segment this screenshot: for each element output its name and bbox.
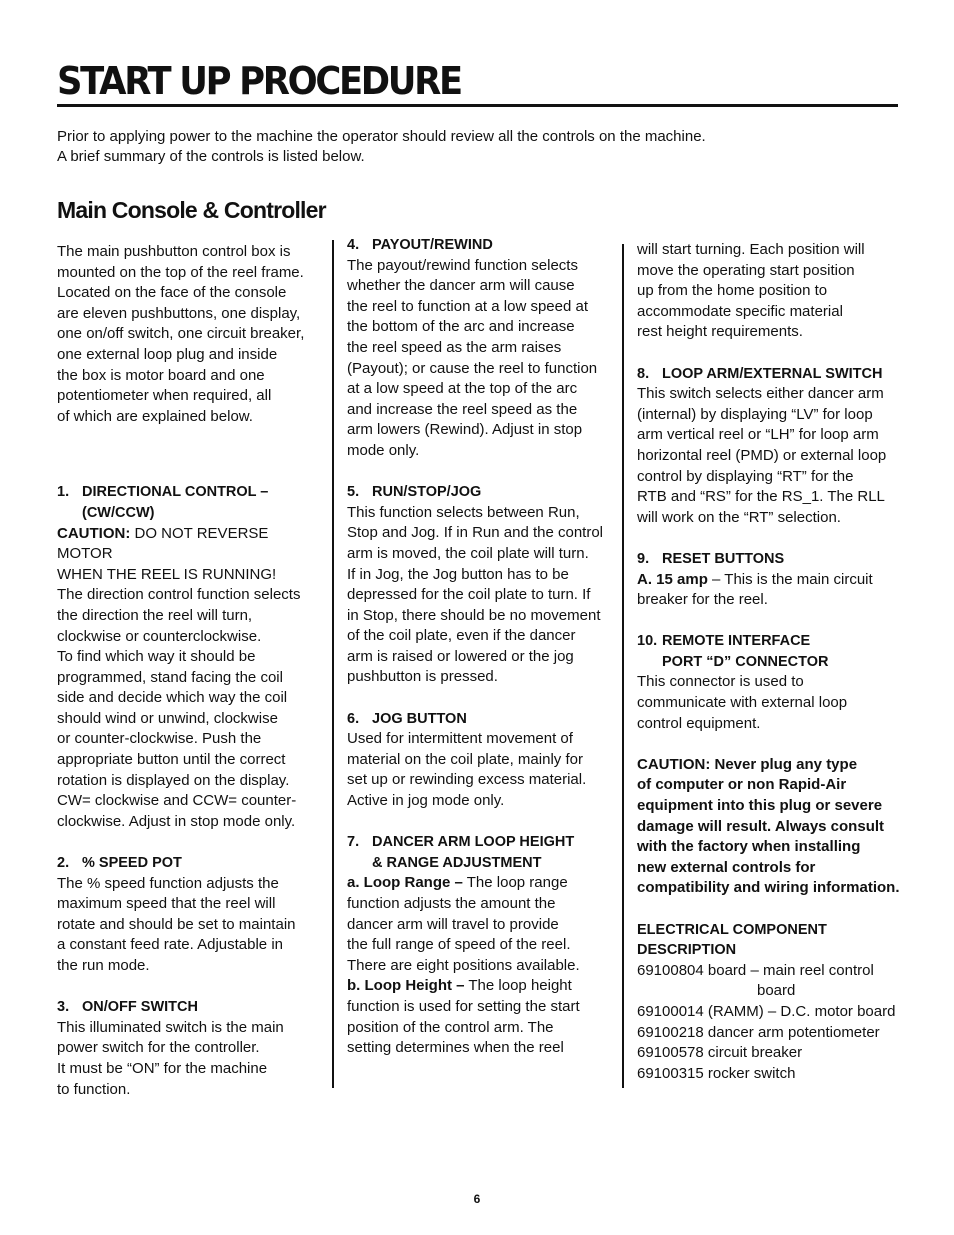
section-heading-cont: & RANGE ADJUSTMENT bbox=[372, 854, 542, 871]
text-line: arm is moved, the coil plate will turn. bbox=[347, 544, 589, 562]
text-line: and increase the reel speed as the bbox=[347, 400, 578, 418]
text-line: potentiometer when required, all bbox=[57, 387, 272, 405]
section-heading: 6. JOG BUTTON bbox=[347, 710, 467, 727]
text-line: the reel speed as the arm raises bbox=[347, 338, 562, 356]
text-line: the reel to function at a low speed at bbox=[347, 297, 588, 315]
part-line: board bbox=[757, 982, 796, 1000]
text-line: setting determines when the reel bbox=[347, 1039, 564, 1057]
text-line: the bottom of the arc and increase bbox=[347, 318, 575, 336]
text-line: function is used for setting the start bbox=[347, 997, 580, 1015]
caution-line: compatibility and wiring information. bbox=[637, 879, 900, 897]
caution-line: CAUTION: DO NOT REVERSE MOTOR bbox=[57, 524, 269, 563]
section-loop-arm-switch bbox=[637, 364, 907, 529]
part-line: 69100578 circuit breaker bbox=[637, 1044, 803, 1062]
text-line: move the operating start position bbox=[637, 261, 855, 279]
section-remote-interface bbox=[637, 631, 907, 734]
text-line: at a low speed at the top of the arc bbox=[347, 380, 578, 398]
section-heading: ELECTRICAL COMPONENT bbox=[637, 921, 827, 938]
caution-line: damage will result. Always consult bbox=[637, 817, 885, 835]
text-line: RTB and “RS” for the RS_1. The RLL bbox=[637, 488, 885, 506]
page-title: START UP PROCEDURE bbox=[57, 59, 461, 103]
section-heading: 3. ON/OFF SWITCH bbox=[57, 999, 198, 1016]
section-heading: 4. PAYOUT/REWIND bbox=[347, 237, 493, 253]
section-jog-button bbox=[347, 709, 615, 812]
part-line: 69100804 board – main reel control bbox=[637, 961, 874, 979]
text-line: one external loop plug and inside bbox=[57, 345, 278, 363]
text-line: the direction the reel will turn, bbox=[57, 606, 253, 624]
text-line: A. 15 amp – This is the main circuit bbox=[637, 570, 873, 588]
section-heading-cont: PORT “D” CONNECTOR bbox=[662, 653, 829, 670]
text-line: will work on the “RT” selection. bbox=[637, 508, 841, 526]
text-line: power switch for the controller. bbox=[57, 1039, 260, 1057]
text-line: are eleven pushbuttons, one display, bbox=[57, 304, 301, 322]
text-line: depressed for the coil plate to turn. If bbox=[347, 586, 591, 604]
intro-line: A brief summary of the controls is listed below. bbox=[57, 148, 365, 165]
text-line: or counter-clockwise. Push the bbox=[57, 730, 262, 748]
text-line: position of the control arm. The bbox=[347, 1018, 554, 1036]
section-heading: 2. % SPEED POT bbox=[57, 855, 182, 872]
section-electrical-components bbox=[637, 920, 907, 1085]
text-line: side and decide which way the coil bbox=[57, 689, 288, 707]
intro-paragraph bbox=[57, 127, 877, 167]
text-line: clockwise or counterclockwise. bbox=[57, 627, 262, 645]
text-line: The % speed function adjusts the bbox=[57, 874, 279, 892]
caution-line: of computer or non Rapid-Air bbox=[637, 776, 847, 794]
caution-notice bbox=[637, 755, 907, 899]
text-line: to function. bbox=[57, 1080, 131, 1098]
section-heading: 5. RUN/STOP/JOG bbox=[347, 484, 482, 501]
text-line: breaker for the reel. bbox=[637, 591, 768, 609]
text-line: up from the home position to bbox=[637, 282, 828, 300]
text-line: in Stop, there should be no movement bbox=[347, 606, 601, 624]
column-divider bbox=[332, 240, 334, 1088]
text-line: the full range of speed of the reel. bbox=[347, 936, 571, 954]
caution-line: equipment into this plug or severe bbox=[637, 797, 883, 815]
text-line: mounted on the top of the reel frame. bbox=[57, 263, 304, 281]
text-line: accommodate specific material bbox=[637, 302, 843, 320]
text-line: This connector is used to bbox=[637, 673, 804, 691]
text-line: rotate and should be set to maintain bbox=[57, 915, 296, 933]
text-line: pushbutton is pressed. bbox=[347, 668, 498, 686]
text-line: Located on the face of the console bbox=[57, 284, 287, 302]
text-line: This illuminated switch is the main bbox=[57, 1018, 284, 1036]
text-line: control equipment. bbox=[637, 714, 761, 732]
text-line: should wind or unwind, clockwise bbox=[57, 709, 278, 727]
intro-line: Prior to applying power to the machine the operator should review all the controls on the machine. bbox=[57, 128, 706, 145]
text-line: maximum speed that the reel will bbox=[57, 895, 276, 913]
text-line: programmed, stand facing the coil bbox=[57, 668, 283, 686]
section-run-stop-jog bbox=[347, 482, 615, 688]
text-line: mode only. bbox=[347, 441, 420, 459]
caution-line: new external controls for bbox=[637, 858, 816, 876]
text-line: arm vertical reel or “LH” for loop arm bbox=[637, 426, 879, 444]
text-line: The payout/rewind function selects bbox=[347, 256, 578, 274]
text-line: There are eight positions available. bbox=[347, 956, 580, 974]
part-line: 69100218 dancer arm potentiometer bbox=[637, 1023, 880, 1041]
caution-line: CAUTION: Never plug any type bbox=[637, 755, 858, 773]
text-line: a. Loop Range – The loop range bbox=[347, 874, 568, 892]
section-heading: 8. LOOP ARM/EXTERNAL SWITCH bbox=[637, 365, 883, 382]
section-speed-pot bbox=[57, 853, 325, 977]
column-2 bbox=[347, 235, 615, 1059]
text-line: rest height requirements. bbox=[637, 323, 803, 341]
section-heading: 7. DANCER ARM LOOP HEIGHT bbox=[347, 834, 575, 851]
text-line: a constant feed rate. Adjustable in bbox=[57, 936, 283, 954]
text-line: rotation is displayed on the display. bbox=[57, 771, 290, 789]
text-line: material on the coil plate, mainly for bbox=[347, 750, 583, 768]
text-line: of which are explained below. bbox=[57, 407, 253, 425]
text-line: The main pushbutton control box is bbox=[57, 243, 291, 260]
text-line: It must be “ON” for the machine bbox=[57, 1059, 268, 1077]
section-heading: 10. REMOTE INTERFACE bbox=[637, 633, 811, 650]
text-line: will start turning. Each position will bbox=[637, 241, 865, 258]
text-line: communicate with external loop bbox=[637, 694, 848, 712]
column-divider bbox=[622, 244, 624, 1088]
section-dancer-arm bbox=[347, 832, 615, 1059]
text-line: appropriate button until the correct bbox=[57, 751, 286, 769]
text-line: b. Loop Height – The loop height bbox=[347, 977, 572, 995]
text-line: To find which way it should be bbox=[57, 648, 256, 666]
section-heading: 1. DIRECTIONAL CONTROL – bbox=[57, 484, 269, 501]
text-line: dancer arm will travel to provide bbox=[347, 915, 559, 933]
text-line: Active in jog mode only. bbox=[347, 792, 505, 810]
caution-line: with the factory when installing bbox=[637, 838, 861, 856]
text-line: horizontal reel (PMD) or external loop bbox=[637, 446, 887, 464]
text-line: Used for intermittent movement of bbox=[347, 730, 573, 748]
section-on-off-switch bbox=[57, 997, 325, 1100]
text-line: (Payout); or cause the reel to function bbox=[347, 359, 598, 377]
column-3 bbox=[637, 240, 907, 1084]
text-line: This function selects between Run, bbox=[347, 503, 580, 521]
text-line: the box is motor board and one bbox=[57, 366, 265, 384]
text-line: set up or rewinding excess material. bbox=[347, 771, 587, 789]
section-heading-cont: (CW/CCW) bbox=[82, 504, 155, 521]
section-payout-rewind bbox=[347, 235, 615, 462]
dancer-arm-continued bbox=[637, 240, 907, 343]
column-1 bbox=[57, 242, 325, 1100]
text-line: control by displaying “RT” for the bbox=[637, 467, 854, 485]
text-line: function adjusts the amount the bbox=[347, 895, 556, 912]
text-line: the run mode. bbox=[57, 957, 150, 974]
section-title: Main Console & Controller bbox=[57, 197, 326, 223]
text-line: WHEN THE REEL IS RUNNING! bbox=[57, 565, 277, 583]
text-line: Stop and Jog. If in Run and the control bbox=[347, 524, 604, 542]
text-line: CW= clockwise and CCW= counter- bbox=[57, 792, 297, 810]
section-heading-cont: DESCRIPTION bbox=[637, 942, 737, 959]
text-line: This switch selects either dancer arm bbox=[637, 385, 884, 403]
text-line: (internal) by displaying “LV” for loop bbox=[637, 405, 873, 423]
text-line: whether the dancer arm will cause bbox=[347, 277, 575, 295]
text-line: arm lowers (Rewind). Adjust in stop bbox=[347, 421, 583, 439]
section-reset-buttons bbox=[637, 549, 907, 611]
title-rule bbox=[57, 104, 898, 107]
text-line: clockwise. Adjust in stop mode only. bbox=[57, 812, 296, 830]
text-line: one on/off switch, one circuit breaker, bbox=[57, 325, 305, 343]
text-line: If in Jog, the Jog button has to be bbox=[347, 565, 569, 583]
section-heading: 9. RESET BUTTONS bbox=[637, 550, 785, 567]
text-line: arm is raised or lowered or the jog bbox=[347, 647, 574, 665]
part-line: 69100014 (RAMM) – D.C. motor board bbox=[637, 1002, 896, 1020]
text-line: The direction control function selects bbox=[57, 586, 301, 604]
console-description bbox=[57, 242, 325, 427]
part-line: 69100315 rocker switch bbox=[637, 1064, 796, 1082]
page-number: 6 bbox=[473, 1192, 481, 1206]
text-line: of the coil plate, even if the dancer bbox=[347, 627, 576, 645]
section-directional-control bbox=[57, 482, 325, 832]
